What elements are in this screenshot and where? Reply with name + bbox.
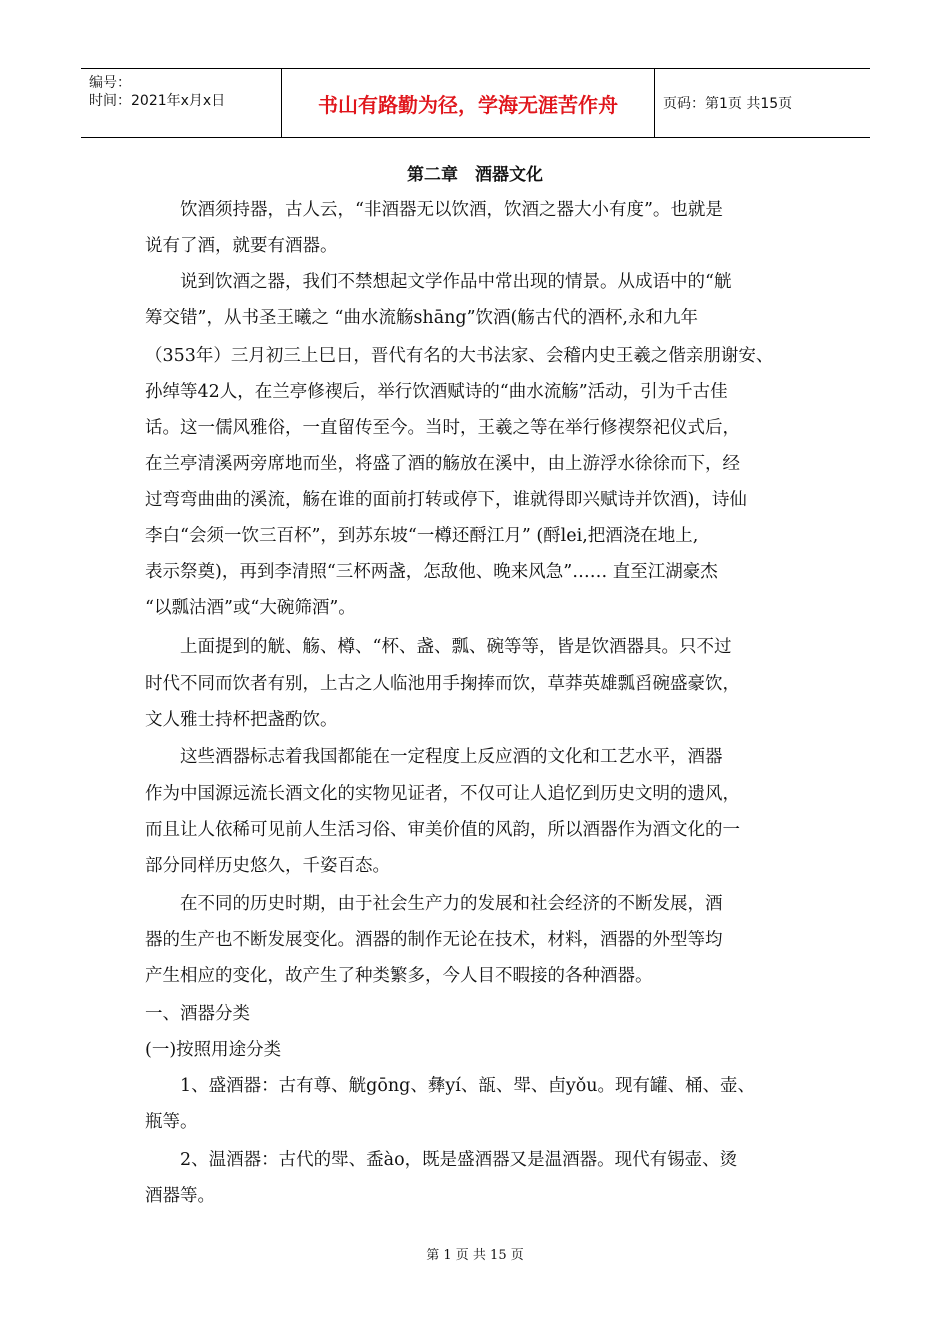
header-table — [81, 68, 870, 138]
text-line: 孙绰等42人，在兰亭修禊后，举行饮酒赋诗的“曲水流觞”活动，引为千古佳 — [145, 382, 728, 402]
page-info: 页码：第1页 共15页 — [663, 96, 793, 112]
motto: 书山有路勤为径，学海无涯苦作舟 — [318, 92, 618, 117]
text-line: 而且让人依稀可见前人生活习俗、审美价值的风韵，所以酒器作为酒文化的一 — [145, 820, 740, 840]
text-line: 表示祭奠)，再到李清照“三杯两盏，怎敌他、晚来风急”…… 直至江湖豪杰 — [145, 562, 718, 582]
text-line: 在兰亭清溪两旁席地而坐，将盛了酒的觞放在溪中，由上游浮水徐徐而下，经 — [145, 454, 740, 474]
text-line: 过弯弯曲曲的溪流，觞在谁的面前打转或停下，谁就得即兴赋诗并饮酒)，诗仙 — [145, 490, 747, 510]
text-line: 酒器等。 — [145, 1186, 215, 1206]
page-footer: 第 1 页 共 15 页 — [426, 1248, 524, 1263]
chapter-title: 第二章 酒器文化 — [407, 165, 543, 185]
text-line: 说有了酒，就要有酒器。 — [145, 236, 338, 256]
text-line: 在不同的历史时期，由于社会生产力的发展和社会经济的不断发展，酒 — [180, 894, 723, 914]
header-divider — [654, 69, 655, 137]
time-label: 时间：2021年x月x日 — [89, 93, 226, 109]
text-line: 器的生产也不断发展变化。酒器的制作无论在技术，材料，酒器的外型等均 — [145, 930, 723, 950]
text-line: 部分同样历史悠久，千姿百态。 — [145, 856, 390, 876]
text-line: 时代不同而饮者有别，上古之人临池用手掬捧而饮，草莽英雄瓢舀碗盛豪饮， — [145, 674, 740, 694]
text-line: （353年）三月初三上巳日，晋代有名的大书法家、会稽内史王羲之偕亲朋谢安、 — [145, 346, 774, 366]
text-line: 筹交错”，从书圣王曦之 “曲水流觞shāng”饮酒(觞古代的酒杯,永和九年 — [145, 308, 698, 328]
text-line: 话。这一儒风雅俗，一直留传至今。当时，王羲之等在举行修禊祭祀仪式后， — [145, 418, 740, 438]
text-line: 1、盛酒器：古有尊、觥gōng、彝yí、瓿、斝、卣yǒu。现有罐、桶、壶、 — [180, 1076, 756, 1096]
text-line: 瓶等。 — [145, 1112, 198, 1132]
text-line: “以瓢沽酒”或“大碗筛酒”。 — [145, 598, 356, 618]
text-line: 说到饮酒之器，我们不禁想起文学作品中常出现的情景。从成语中的“觥 — [180, 272, 732, 292]
text-line: 产生相应的变化，故产生了种类繁多，今人目不暇接的各种酒器。 — [145, 966, 653, 986]
text-line: 作为中国源远流长酒文化的实物见证者，不仅可让人追忆到历史文明的遗风， — [145, 784, 740, 804]
text-line: 上面提到的觥、觞、樽、“杯、盏、瓢、碗等等，皆是饮酒器具。只不过 — [180, 637, 732, 657]
text-line: 文人雅士持杯把盏酌饮。 — [145, 710, 338, 730]
text-line: 2、温酒器：古代的斝、盉ào，既是盛酒器又是温酒器。现代有锡壶、烫 — [180, 1150, 738, 1170]
header-info-cell — [81, 69, 281, 137]
text-line: 饮酒须持器，古人云，“非酒器无以饮酒，饮酒之器大小有度”。也就是 — [180, 200, 723, 220]
section-heading: 一、酒器分类 — [145, 1004, 250, 1024]
subsection-heading: (一)按照用途分类 — [145, 1040, 282, 1060]
text-line: 李白“会须一饮三百杯”，到苏东坡“一樽还酹江月” (酹lei,把酒浇在地上, — [145, 526, 699, 546]
text-line: 这些酒器标志着我国都能在一定程度上反应酒的文化和工艺水平，酒器 — [180, 747, 723, 767]
number-label: 编号： — [89, 75, 131, 91]
